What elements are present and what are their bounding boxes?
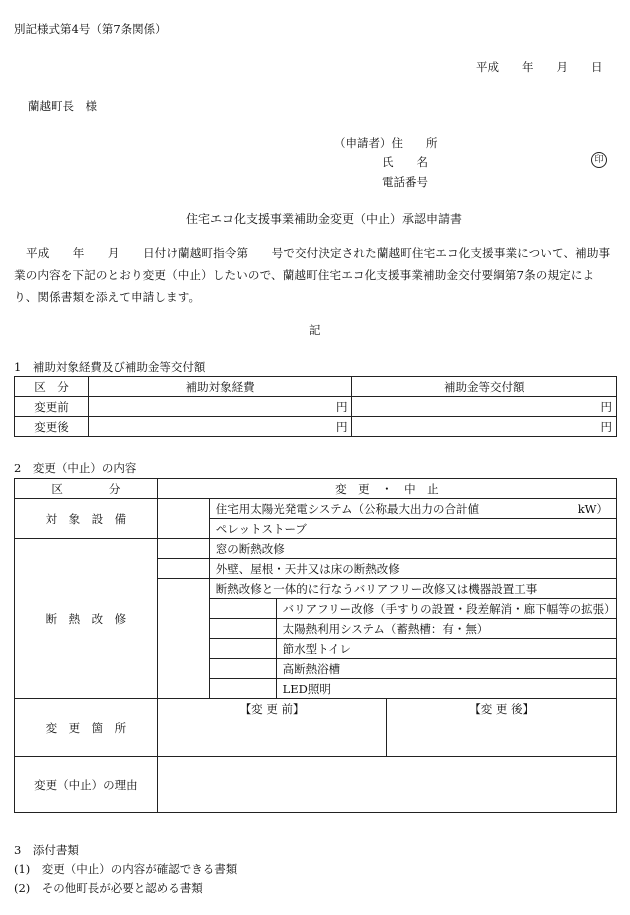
insulation-combined: 断熱改修と一体的に行なうバリアフリー改修又は機器設置工事 [209,579,616,599]
applicant-phone-label: 電話番号 [382,175,428,189]
addressee: 蘭越町長 様 [28,99,97,113]
checkbox-cell[interactable] [157,559,209,579]
table-row [15,539,617,559]
table-header-row [15,377,617,397]
header-cost: 補助対象経費 [88,377,352,397]
attachment-item: (2) その他町長が必要と認める書類 [14,881,203,895]
checkbox-cell[interactable] [157,539,209,559]
attachment-item: (1) 変更（中止）の内容が確認できる書類 [14,862,238,876]
applicant-address-label: （申請者）住 所 [334,136,438,150]
document-title: 住宅エコ化支援事業補助金変更（中止）承認申請書 [186,212,463,226]
equipment-solar: 住宅用太陽光発電システム（公称最大出力の合計値 kW） [209,499,616,519]
table-row [15,699,617,719]
insulation-window: 窓の断熱改修 [209,539,616,559]
table-row [15,397,617,417]
table-row [15,499,617,519]
seal-mark: 印 [591,152,607,168]
checkbox-cell[interactable] [209,679,276,699]
table-header-row [15,479,617,499]
sub-item: 節水型トイレ [276,639,616,659]
applicant-name-label: 氏 名 [382,155,428,169]
change-location-label: 変 更 箇 所 [15,699,158,757]
checkbox-cell[interactable] [209,639,276,659]
change-content-table [14,478,617,813]
checkbox-cell[interactable] [209,599,276,619]
ki-label: 記 [309,323,321,337]
header-kubun: 区 分 [15,377,89,397]
header-grant: 補助金等交付額 [352,377,617,397]
sub-item: バリアフリー改修（手すりの設置・段差解消・廊下幅等の拡張） [276,599,616,619]
reason-field[interactable] [157,757,616,813]
before-label: 【変 更 前】 [157,699,387,719]
body-paragraph: 平成 年 月 日付け蘭越町指令第 号で交付決定された蘭越町住宅エコ化支援事業について、補助事業の内容を下記のとおり変更（中止）したいので、蘭越町住宅エコ化支援事業補助金交付要綱第7条の規定により、関係書類を添えて申請します。 [14,246,611,304]
section2-heading: 2 変更（中止）の内容 [14,461,137,475]
checkbox-cell[interactable] [209,659,276,679]
equipment-label: 対 象 設 備 [15,499,158,539]
grant-cell: 円 [352,417,617,437]
checkbox-cell[interactable] [209,619,276,639]
row-label: 変更後 [15,417,89,437]
reason-label: 変更（中止）の理由 [15,757,158,813]
after-label: 【変 更 後】 [387,699,617,719]
date-line: 平成 年 月 日 [476,60,603,74]
checkbox-cell[interactable] [157,579,209,699]
header-change: 変 更 ・ 中 止 [157,479,616,499]
cost-cell: 円 [88,397,352,417]
checkbox-cell[interactable] [157,499,209,539]
row-label: 変更前 [15,397,89,417]
insulation-label: 断 熱 改 修 [15,539,158,699]
grant-amount-table [14,376,617,437]
sub-item: 太陽熱利用システム（蓄熱槽：有・無） [276,619,616,639]
table-row [15,417,617,437]
equipment-pellet: ペレットストーブ [209,519,616,539]
table-row [15,757,617,813]
sub-item: LED照明 [276,679,616,699]
form-number: 別記様式第4号（第7条関係） [14,22,167,36]
sub-item: 高断熱浴槽 [276,659,616,679]
header-kubun: 区 分 [15,479,158,499]
after-field[interactable] [387,719,617,757]
insulation-wall: 外壁、屋根・天井又は床の断熱改修 [209,559,616,579]
grant-cell: 円 [352,397,617,417]
before-field[interactable] [157,719,387,757]
section1-heading: 1 補助対象経費及び補助金等交付額 [14,360,206,374]
cost-cell: 円 [88,417,352,437]
section3-heading: 3 添付書類 [14,843,79,857]
